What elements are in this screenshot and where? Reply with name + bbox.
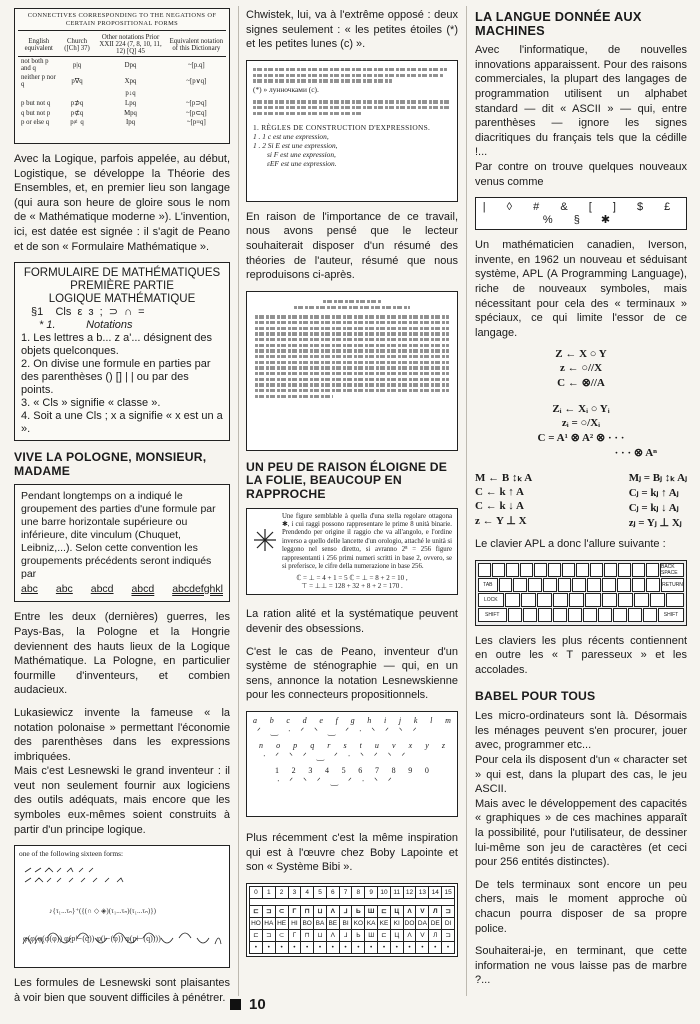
paragraph: Souhaiterai-je, en terminant, que cette information ne vous laisse pas de marbre ?... xyxy=(475,945,687,987)
formulaire-subtitle: LOGIQUE MATHÉMATIQUE xyxy=(48,293,196,306)
steno-digit: 8 xyxy=(391,765,396,775)
steno-letter: h xyxy=(367,715,372,725)
lesnewski-figure xyxy=(14,845,230,968)
steno-letter: u xyxy=(374,740,379,750)
table-cell: 8 xyxy=(352,886,365,898)
apl-expression: z ← ○//X xyxy=(559,362,603,375)
steno-letter: z xyxy=(441,740,445,750)
table-header: Other notations Prior XXII 224 (7, 8, 10, 11, 12) [Q] 45 xyxy=(99,34,162,55)
steno-letter: c xyxy=(286,715,290,725)
column-1 xyxy=(14,8,230,1013)
table-row xyxy=(18,118,226,127)
apl-expression-pairs xyxy=(475,469,687,531)
section-heading: VIVE LA POLOGNE, MONSIEUR, MADAME xyxy=(14,450,207,478)
section-heading: UN PEU DE RAISON ÉLOIGNE DE LA FOLIE, BEAUCOUP EN RAPPROCHE xyxy=(246,459,448,501)
formulaire-symbols: §1 Cls ε ɜ ; ⊃ ∩ = xyxy=(31,306,145,319)
table-cell: 5 xyxy=(314,886,327,898)
table-row xyxy=(18,89,226,98)
table-cell: p≢q xyxy=(70,119,84,126)
apl-expression: Cⱼ = kⱼ ↓ Aⱼ xyxy=(628,502,679,515)
apl-expression: Z ← X ○ Y xyxy=(555,348,607,361)
paragraph: De tels terminaux sont encore un peu chers, mais le moment approche où chacun pourra disposer de sa propre police. xyxy=(475,878,687,935)
paragraph: Mais avec le développement des capacités « graphiques » de ces machines apparaît la possibilité, pour l'utilisateur, de dessiner lui-même son jeu de caractères (et ceci pour 256 entités distinctes). xyxy=(475,797,687,869)
table-row: • • • • • • • • • • • • • • • • xyxy=(250,941,455,953)
formulaire-item: 2. On divise une formule en parties par des parenthèses () [] | | ou par des points. xyxy=(21,358,211,397)
table-cell xyxy=(60,89,95,98)
table-cell: 12 xyxy=(403,886,416,898)
table-cell: Lpq xyxy=(125,99,136,107)
steno-row xyxy=(253,716,451,725)
svg-text:♪{τ₁...τₙ}⁺({(∩ ◇ ◈)(τ₁...τₙ)(: ♪{τ₁...τₙ}⁺({(∩ ◇ ◈)(τ₁...τₙ)(τ₁...τₙ)}) xyxy=(49,907,156,916)
connectives-table xyxy=(18,33,226,127)
apl-expression: z ← Y ⊥ X xyxy=(475,515,527,528)
steno-letter: a xyxy=(253,715,257,725)
table-cell: BE xyxy=(326,917,339,929)
table-cell: 13 xyxy=(416,886,429,898)
paragraph: Entre les deux (dernières) guerres, les Pays-Bas, la Pologne et la Hongrie deviennent des hauts lieux de la Logique Mathématique. La Pologne, en particulier fourmille d'inventeurs, et combien audacieux. xyxy=(14,611,230,697)
lesnewski-formula-graphic xyxy=(19,858,225,958)
steno-letter: t xyxy=(359,740,362,750)
paragraph: En raison de l'importance de ce travail, nous avons pensé que le lecteur souhaiterait disposer d'un résumé des théories de l'auteur, résumé que nous reproduisons ci-après. xyxy=(246,210,458,282)
steno-letter: y xyxy=(425,740,429,750)
table-cell: 2 xyxy=(275,886,288,898)
apl-expression: C ← k ↑ A xyxy=(475,486,524,499)
table-cell: BA xyxy=(314,917,327,929)
table-cell: DI xyxy=(442,917,455,929)
steno-digit: 6 xyxy=(358,765,363,775)
table-cell: p⊅q xyxy=(70,100,84,107)
table-cell: 3 xyxy=(288,886,301,898)
paragraph: Un mathématicien canadien, Iverson, invente, en 1962 un nouveau et séduisant système, APL (A Programming Language), riche de nouveaux symboles, mais nécessitant pour cela des « terminaux » spéciaux, ce qui limite l'essor de ce langage. xyxy=(475,239,687,339)
steno-letter: o xyxy=(276,740,281,750)
vinculum-example: abcdefghkl xyxy=(172,583,223,596)
paragraph: Plus récemment c'est la même inspiration qui est à l'œuvre chez Boby Lapointe et son « Système Bibi ». xyxy=(246,831,458,874)
shift-key: SHIFT xyxy=(478,608,507,622)
formulaire-subtitle: PREMIÈRE PARTIE xyxy=(70,280,174,293)
bibi-grid xyxy=(249,886,455,954)
paragraph: C'est le cas de Peano, inventeur d'un système de sténographie — qui, en un sens, annonce la notation Lesnewskienne pour les connecteurs propositionnels. xyxy=(246,645,458,702)
steno-marks: ᐧᐟᐠᐟ‿ᐟᐧᐠᐟᐠᐟ xyxy=(263,750,416,761)
apl-expression: M ← B ↕ₖ A xyxy=(475,472,533,485)
table-cell: p⊄q xyxy=(70,110,84,117)
steno-letter: s xyxy=(343,740,347,750)
steno-figure xyxy=(246,711,458,817)
steno-digit: 0 xyxy=(424,765,429,775)
vinculum-example: abcd xyxy=(131,583,155,596)
russian-text-block xyxy=(253,100,451,115)
table-cell: ~[p≡q] xyxy=(186,119,206,126)
paragraph: Chwistek, lui, va à l'extrême opposé : deux signes seulement : « les petites étoiles (*) et les petites lunes (c) ». xyxy=(246,9,458,51)
vinculum-example: abc xyxy=(21,583,38,596)
table-cell: 4 xyxy=(301,886,314,898)
apl-expressions xyxy=(475,348,687,531)
backspace-key: BACK SPACE xyxy=(660,563,684,577)
rule-line: 1 . 2 Si E est une expression, xyxy=(253,140,338,150)
vinculum-example: abc xyxy=(55,583,73,596)
apl-expression: · · · ⊗ Aⁿ xyxy=(614,447,657,460)
table-cell: KO xyxy=(352,917,365,929)
table-row: ⊏ ⊐ ⊂ Γ ⊓ ⊔ Λ ᒧ Ь Ш ⊏ Ц Λ V Л ⊐ xyxy=(250,929,455,941)
table-row xyxy=(250,898,455,905)
table-cell: 1 xyxy=(262,886,275,898)
vinculum-box xyxy=(14,484,230,602)
lock-key: LOCK xyxy=(478,593,504,607)
table-cell: ~[p∨q] xyxy=(186,78,207,85)
steno-letter: p xyxy=(293,740,298,750)
table-cell: KE xyxy=(378,917,391,929)
star-notation-text: Une figure semblable à quella d'una stella regolare ottagona ✱, i cui raggi possono rappresentare le prime 8 unità binarie. Prendendo per origine il raggio che va all'angolo, e l'ordine inverso a quello delle lancette d'un orologio, attaché le unità si leggono nel senso diretto, si avranno 2⁸ = 256 figure rappresentanti i 256 primi numeri scritti in base 2, ovvero, se si preferisce, le cifre della numerazione in base 256. xyxy=(282,512,452,570)
steno-letter: r xyxy=(327,740,331,750)
steno-letter: x xyxy=(408,740,413,750)
steno-letter: f xyxy=(335,715,338,725)
table-cell: KA xyxy=(365,917,378,929)
steno-marks: ᐟ‿ᐧᐟᐠ‿ᐟᐧᐠᐟᐠᐟ xyxy=(257,725,427,736)
connectives-table-box xyxy=(14,8,230,144)
table-cell: p∇q xyxy=(71,78,83,85)
table-cell: ~[p.q] xyxy=(187,61,205,69)
table-row xyxy=(250,917,455,929)
steno-marks: ᐧᐟᐠᐟ‿ᐟᐧᐠᐟ xyxy=(277,775,402,786)
table-cell: 0 xyxy=(250,886,263,898)
russian-caption: (*) » лунночками (c). xyxy=(253,85,319,95)
shift-key: SHIFT xyxy=(658,608,684,622)
steno-letter: k xyxy=(413,715,418,725)
table-cell: ~[p⊂q] xyxy=(185,110,207,117)
table-cell: Ipq xyxy=(125,119,136,126)
return-key: RETURN xyxy=(661,578,684,592)
formulaire-item: 4. Soit a une Cls ; x a signifie « x est un a ». xyxy=(21,410,223,436)
steno-row xyxy=(253,766,451,775)
paragraph: Par contre on trouve quelques nouveaux venus comme xyxy=(475,160,687,188)
table-row xyxy=(18,57,226,74)
steno-digit: 2 xyxy=(291,765,296,775)
rule-line: εEF est une expression. xyxy=(267,158,337,168)
paragraph: Avec la Logique, parfois appelée, au début, Logistique, se développe la Théorie des Ensembles, et, en premier lieu son langage (qui aura son heure de gloire sous le nom de « Mathématique moderne »). L'invention, ici, est datée est signée : il s'agit de Peano et de son « Formulaire Mathématique ». xyxy=(14,153,230,253)
apl-expression: Zᵢ ← Xᵢ ○ Yᵢ xyxy=(552,403,610,416)
apl-expression: C ← ⊗//A xyxy=(557,377,605,390)
paragraph: Le clavier APL a donc l'allure suivante : xyxy=(475,538,666,551)
russian-text-block xyxy=(253,68,451,83)
steno-letter: l xyxy=(430,715,433,725)
star-equation: ℂ = ⊥ = 4 + 1 = 5 ℂ = ⊥ = 8 + 2 = 10 , xyxy=(296,574,408,583)
vinculum-example: abcd xyxy=(90,583,114,596)
table-cell: HI xyxy=(288,917,301,929)
table-cell: 6 xyxy=(326,886,339,898)
apl-expression: zⱼ = Yⱼ ⊥ Xⱼ xyxy=(628,517,682,530)
paragraph: Avec l'informatique, de nouvelles innovations apparaissent. Pour des raisons commerciales, la plupart des langages de programmation utilisent un alphabet standard — dit « ASCII » — qui, entre parenthèses — ignore les signes diacritiques du français tels que la cédille !... xyxy=(475,44,687,159)
steno-digit: 3 xyxy=(308,765,313,775)
table-row xyxy=(18,108,226,118)
column-3 xyxy=(475,8,687,996)
page-number-value: 10 xyxy=(249,996,266,1013)
tab-key: TAB xyxy=(478,578,498,592)
table-cell: Xpq xyxy=(124,77,137,85)
paragraph: Les formules de Lesnewski sont plaisantes à voir bien que souvent difficiles à pénétrer. xyxy=(14,977,230,1004)
table-row xyxy=(18,98,226,108)
apl-expression: C = A¹ ⊗ A² ⊗ · · · xyxy=(537,432,625,445)
table-cell xyxy=(18,89,60,98)
table-cell: not both p and q xyxy=(21,58,49,72)
formulaire-item: 1. Les lettres a b... z a'... désignent des objets quelconques. xyxy=(21,332,213,358)
steno-letter: v xyxy=(391,740,396,750)
steno-row xyxy=(253,741,451,750)
apl-keyboard xyxy=(475,560,687,626)
steno-digit: 1 xyxy=(275,765,279,775)
square-bullet-icon xyxy=(230,999,241,1010)
table-cell: p but not q xyxy=(21,99,51,107)
octagon-star-icon xyxy=(252,527,278,553)
table-cell: DE xyxy=(429,917,442,929)
steno-letter: g xyxy=(350,715,355,725)
steno-digit: 5 xyxy=(341,765,346,775)
table-row xyxy=(250,886,455,898)
table-cell: BO xyxy=(301,917,314,929)
apl-expression: Cⱼ = kⱼ ↑ Aⱼ xyxy=(628,487,679,500)
table-cell: p or else q xyxy=(21,119,50,126)
table-cell xyxy=(167,89,226,98)
apl-expression: Mⱼ = Bⱼ ↕ₖ Aⱼ xyxy=(628,472,687,485)
table-row: ⊏ ⊐ ⊂ Γ ⊓ ⊔ Λ ᒧ Ь Ш ⊏ Ц Λ V Л ⊐ xyxy=(250,905,455,917)
steno-letter: i xyxy=(383,715,387,725)
section-heading: BABEL POUR TOUS xyxy=(475,688,596,703)
apl-expression: C ← k ↓ A xyxy=(475,500,524,513)
steno-letter: q xyxy=(310,740,315,750)
formulaire-title: FORMULAIRE DE MATHÉMATIQUES xyxy=(23,267,221,280)
column-divider xyxy=(238,6,239,996)
paragraph: Mais c'est Lesnewski le grand inventeur : il veut non seulement fournir aux logiciens des outils adéquats, mais encore que les symboles eux-mêmes soient construits à partir d'un principe logique. xyxy=(14,765,230,836)
apl-expression: zᵢ = ○/Xᵢ xyxy=(561,417,601,430)
table-header: Equivalent notation of this Dictionary xyxy=(169,37,224,52)
rules-title: 1. RÈGLES DE CONSTRUCTION D'EXPRESSIONS. xyxy=(253,122,431,132)
svg-text:φ(φ(φ(φ(φ)) φ(p⊢(q)) φ(⊢(φ)) φ: φ(φ(φ(φ(φ)) φ(p⊢(q)) φ(⊢(φ)) φ(p⊢(q)))) xyxy=(23,934,161,944)
steno-letter: n xyxy=(259,740,263,750)
table-row xyxy=(18,73,226,89)
table-cell: DA xyxy=(416,917,429,929)
table-cell: HO xyxy=(250,917,263,929)
table-cell: neither p nor q xyxy=(21,74,56,88)
table-header: English equivalent xyxy=(24,37,53,52)
table-cell: 14 xyxy=(429,886,442,898)
formulaire-box xyxy=(14,262,230,441)
georgian-text-figure xyxy=(246,291,458,451)
steno-digit: 7 xyxy=(374,765,379,775)
table-cell: p↓q xyxy=(125,90,136,97)
table-cell: HE xyxy=(275,917,288,929)
table-cell: BI xyxy=(339,917,352,929)
table-cell: p|q xyxy=(72,61,82,69)
table-cell: 10 xyxy=(378,886,391,898)
paragraph: La ration alité et la systématique peuvent devenir des obsessions. xyxy=(246,608,458,635)
paragraph: Lukasiewicz invente la fameuse « la notation polonaise » permettant l'économie des parenthèses dans les expressions imbriquées. xyxy=(14,706,230,763)
star-notation-box xyxy=(246,508,458,596)
rule-line: 1 . 1 c est une expression, xyxy=(253,131,329,141)
steno-digit: 4 xyxy=(324,765,329,775)
steno-letter: m xyxy=(445,715,451,725)
paragraph: Les micro-ordinateurs sont là. Désormais les ménages peuvent s'en procurer, jouer avec, programmer etc... xyxy=(475,710,687,752)
table-cell: HA xyxy=(262,917,275,929)
table-cell: KI xyxy=(390,917,403,929)
section-heading: LA LANGUE DONNÉE AUX MACHINES xyxy=(475,9,642,38)
steno-letter: b xyxy=(269,715,274,725)
paragraph: Les claviers les plus récents contiennent en outre les « T paresseux » et les accolades. xyxy=(475,634,687,677)
table-cell: DO xyxy=(403,917,416,929)
ascii-new-characters: | ◊ # & [ ] $ £ % § ✱ xyxy=(475,197,687,230)
table-header: Church ([Ch] 37) xyxy=(64,37,90,52)
column-2 xyxy=(246,8,458,965)
connectives-table-title: CONNECTIVES CORRESPONDING TO THE NEGATIONS OF CERTAIN PROPOSITIONAL FORMS xyxy=(18,12,226,31)
table-cell: Mpq xyxy=(124,109,137,117)
table-cell: Dpq xyxy=(124,61,137,69)
steno-digit: 9 xyxy=(408,765,413,775)
steno-letter: j xyxy=(398,715,402,725)
table-cell: 9 xyxy=(365,886,378,898)
steno-letter: e xyxy=(319,715,323,725)
georgian-heading xyxy=(255,300,449,309)
vinculum-text: Pendant longtemps on a indiqué le groupement des parties d'une formule par une barre horizontale supérieure ou inférieure, dite vinculum (Chuquet, Leibniz,...). Selon cette convention les groupements précédents seront indiqués par xyxy=(21,490,216,581)
formulaire-item: 3. « Cls » signifie « classe ». xyxy=(21,397,161,410)
table-cell: 7 xyxy=(339,886,352,898)
steno-letter: d xyxy=(302,715,307,725)
table-cell: 15 xyxy=(442,886,455,898)
rule-line: si F est une expression, xyxy=(267,149,336,159)
paragraph: Pour cela ils disposent d'un « character set » qui est, dans la plupart des cas, le jeu ASCII. xyxy=(475,754,687,796)
table-cell: ~[p⊃q] xyxy=(185,100,207,107)
page-number xyxy=(230,996,266,1013)
lesnewski-caption: one of the following sixteen forms: xyxy=(19,849,124,859)
star-equation: ⊤ = ⊥⊥ = 128 + 32 + 8 + 2 = 170 . xyxy=(301,582,403,591)
georgian-text-block xyxy=(255,315,449,398)
table-cell: q but not p xyxy=(21,109,51,117)
column-divider xyxy=(466,6,467,996)
table-cell: 11 xyxy=(390,886,403,898)
bibi-system-table xyxy=(246,883,458,957)
chwistek-figure xyxy=(246,60,458,202)
formulaire-notations: * 1. Notations xyxy=(39,319,133,332)
vinculum-examples xyxy=(21,583,223,596)
